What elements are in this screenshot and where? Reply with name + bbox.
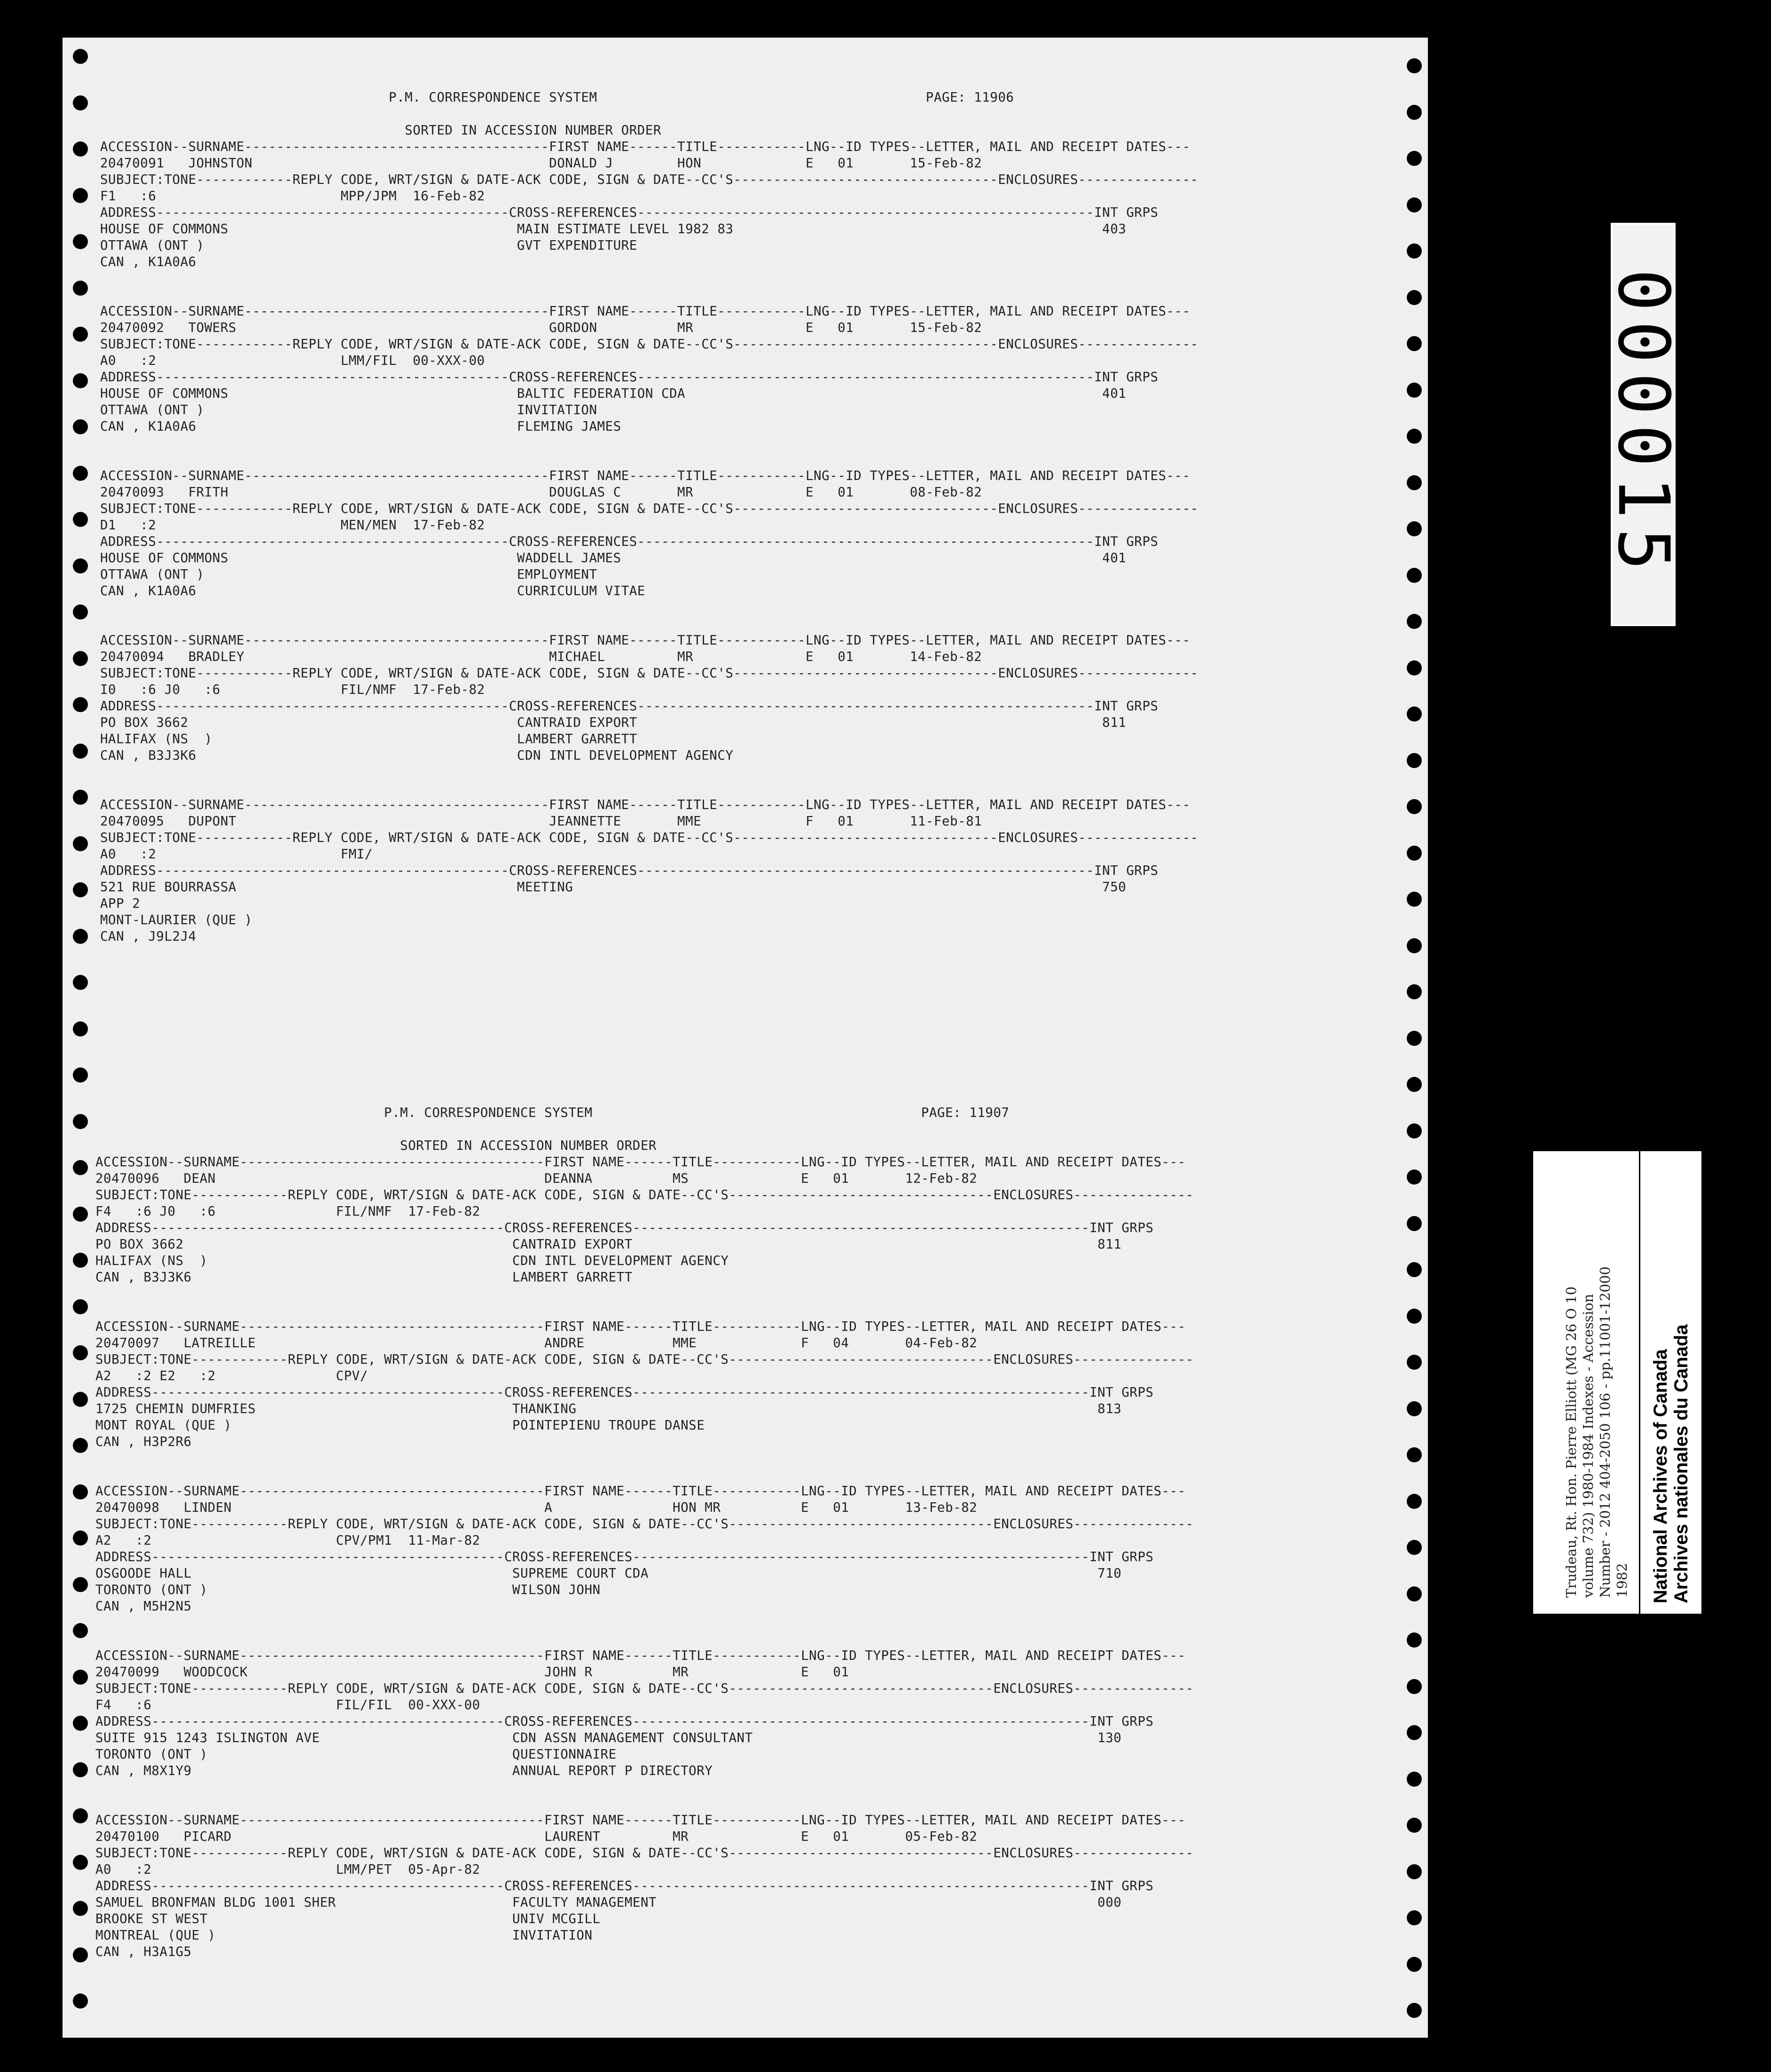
feed-hole	[73, 790, 88, 805]
printout-line: ADDRESS--------------------------------------------CROSS-REFERENCES---------------------------------------------------------INT GRPS	[100, 863, 1159, 878]
feed-hole	[1407, 105, 1422, 120]
feed-hole	[1407, 753, 1422, 768]
feed-hole	[73, 419, 88, 434]
printout-line: TORONTO (ONT ) WILSON JOHN	[95, 1582, 601, 1597]
feed-hole	[1407, 429, 1422, 444]
feed-hole	[73, 188, 88, 203]
printout-line: D1 :2 MEN/MEN 17-Feb-82	[100, 518, 485, 533]
printout-line	[100, 599, 1199, 616]
printout-line: A2 :2 CPV/PM1 11-Mar-82	[95, 1533, 480, 1548]
printout-line: SUBJECT:TONE------------REPLY CODE, WRT/SIGN & DATE-ACK CODE, SIGN & DATE--CC'S---------------------------------ENCLOSURES---------------	[95, 1681, 1194, 1696]
feed-hole	[73, 975, 88, 990]
printout-line	[95, 1450, 1194, 1467]
archive-label	[1533, 1151, 1700, 1614]
feed-hole	[73, 1670, 88, 1685]
printout-line: HOUSE OF COMMONS MAIN ESTIMATE LEVEL 1982 83 403	[100, 221, 1127, 236]
printout-line: ADDRESS--------------------------------------------CROSS-REFERENCES---------------------------------------------------------INT GRPS	[95, 1714, 1154, 1729]
printout-line: 20470099 WOODCOCK JOHN R MR E 01	[95, 1664, 849, 1680]
feed-hole	[73, 697, 88, 712]
feed-hole	[73, 1299, 88, 1314]
feed-hole	[1407, 1586, 1422, 1601]
printout-line: ADDRESS--------------------------------------------CROSS-REFERENCES---------------------------------------------------------INT GRPS	[95, 1549, 1154, 1564]
printout-page-11906	[100, 89, 1199, 945]
feed-hole	[1407, 660, 1422, 675]
feed-hole	[1407, 846, 1422, 861]
printout-line: ADDRESS--------------------------------------------CROSS-REFERENCES---------------------------------------------------------INT GRPS	[95, 1385, 1154, 1400]
printout-line: 20470096 DEAN DEANNA MS E 01 12-Feb-82	[95, 1171, 978, 1186]
printout-line	[100, 287, 1199, 303]
feed-hole	[1407, 984, 1422, 999]
printout-line: ADDRESS--------------------------------------------CROSS-REFERENCES---------------------------------------------------------INT GRPS	[100, 205, 1159, 220]
feed-hole	[1407, 1540, 1422, 1555]
feed-hole	[73, 1855, 88, 1870]
printout-line	[95, 1302, 1194, 1319]
feed-hole	[1407, 1957, 1422, 1972]
feed-hole	[1407, 1864, 1422, 1879]
printout-sheet	[63, 38, 1428, 2038]
printout-line: F4 :6 FIL/FIL 00-XXX-00	[95, 1697, 480, 1712]
printout-line: MONT ROYAL (QUE ) POINTEPIENU TROUPE DANSE	[95, 1418, 705, 1433]
printout-line	[95, 1615, 1194, 1631]
printout-line: 20470091 JOHNSTON DONALD J HON E 01 15-Feb-82	[100, 156, 982, 171]
feed-hole	[73, 49, 88, 64]
printout-line	[95, 1121, 1194, 1138]
feed-hole	[1407, 1447, 1422, 1462]
feed-hole	[73, 1808, 88, 1823]
printout-line	[95, 1467, 1194, 1483]
feed-hole	[1407, 1818, 1422, 1833]
printout-line: ACCESSION--SURNAME--------------------------------------FIRST NAME------TITLE-----------LNG--ID TYPES--LETTER, MAIL AND RECEIPT DATES---	[100, 633, 1191, 648]
printout-line	[95, 1796, 1194, 1812]
feed-hole	[73, 1994, 88, 2009]
printout-line: 20470095 DUPONT JEANNETTE MME F 01 11-Feb-81	[100, 814, 982, 829]
feed-hole	[1407, 568, 1422, 583]
feed-hole	[73, 1623, 88, 1638]
archive-brand-block	[1639, 1151, 1701, 1614]
printout-line: 20470093 FRITH DOUGLAS C MR E 01 08-Feb-82	[100, 485, 982, 500]
feed-hole	[1407, 1216, 1422, 1231]
frame-number: 000015	[1602, 269, 1684, 580]
feed-hole	[1407, 58, 1422, 73]
feed-hole	[73, 1901, 88, 1916]
printout-line: CAN , M5H2N5	[95, 1599, 192, 1614]
printout-line	[100, 106, 1199, 122]
feed-hole	[73, 95, 88, 110]
feed-hole	[73, 929, 88, 944]
feed-hole	[73, 141, 88, 157]
printout-line: 20470094 BRADLEY MICHAEL MR E 01 14-Feb-82	[100, 649, 982, 664]
printout-line: SUBJECT:TONE------------REPLY CODE, WRT/SIGN & DATE-ACK CODE, SIGN & DATE--CC'S---------------------------------ENCLOSURES---------------	[95, 1187, 1194, 1202]
feed-hole	[73, 1021, 88, 1036]
printout-line: CAN , B3J3K6 CDN INTL DEVELOPMENT AGENCY	[100, 748, 734, 763]
feed-hole	[73, 1530, 88, 1546]
printout-line	[95, 1286, 1194, 1302]
feed-hole	[73, 1114, 88, 1129]
feed-hole	[1407, 151, 1422, 166]
printout-line: F1 :6 MPP/JPM 16-Feb-82	[100, 188, 485, 204]
printout-line: OTTAWA (ONT ) GVT EXPENDITURE	[100, 238, 637, 253]
feed-hole	[73, 836, 88, 851]
printout-line: PO BOX 3662 CANTRAID EXPORT 811	[100, 715, 1127, 730]
feed-hole	[1407, 1355, 1422, 1370]
printout-line	[100, 616, 1199, 632]
printout-line: A2 :2 E2 :2 CPV/	[95, 1368, 368, 1383]
feed-hole	[73, 1067, 88, 1083]
printout-line: CAN , M8X1Y9 ANNUAL REPORT P DIRECTORY	[95, 1763, 713, 1778]
feed-hole	[1407, 290, 1422, 305]
printout-line: SUBJECT:TONE------------REPLY CODE, WRT/SIGN & DATE-ACK CODE, SIGN & DATE--CC'S---------------------------------ENCLOSURES---------------	[95, 1352, 1194, 1367]
feed-hole	[1407, 1910, 1422, 1925]
printout-line: ACCESSION--SURNAME--------------------------------------FIRST NAME------TITLE-----------LNG--ID TYPES--LETTER, MAIL AND RECEIPT DATES---	[95, 1813, 1186, 1828]
printout-line: ADDRESS--------------------------------------------CROSS-REFERENCES---------------------------------------------------------INT GRPS	[95, 1878, 1154, 1893]
feed-hole	[73, 373, 88, 388]
feed-hole	[73, 1160, 88, 1175]
feed-hole	[1407, 614, 1422, 629]
feed-hole	[1407, 243, 1422, 259]
feed-hole	[73, 1438, 88, 1453]
feed-hole	[73, 744, 88, 759]
feed-hole	[73, 1392, 88, 1407]
printout-line: OTTAWA (ONT ) EMPLOYMENT	[100, 567, 597, 582]
printout-line: A0 :2 LMM/PET 05-Apr-82	[95, 1862, 480, 1877]
printout-line: APP 2	[100, 896, 141, 911]
printout-line: 20470092 TOWERS GORDON MR E 01 15-Feb-82	[100, 320, 982, 335]
feed-hole	[1407, 1077, 1422, 1092]
printout-line: ACCESSION--SURNAME--------------------------------------FIRST NAME------TITLE-----------LNG--ID TYPES--LETTER, MAIL AND RECEIPT DATES---	[100, 139, 1191, 154]
printout-line: CAN , B3J3K6 LAMBERT GARRETT	[95, 1270, 633, 1285]
printout-line	[100, 764, 1199, 780]
printout-line: 521 RUE BOURRASSA MEETING 750	[100, 879, 1127, 895]
feed-hole	[73, 1716, 88, 1731]
printout-line: P.M. CORRESPONDENCE SYSTEM PAGE: 11906	[100, 90, 1014, 105]
printout-line: CAN , H3A1G5	[95, 1944, 192, 1959]
printout-line	[100, 451, 1199, 468]
feed-hole	[73, 882, 88, 897]
printout-line: ACCESSION--SURNAME--------------------------------------FIRST NAME------TITLE-----------LNG--ID TYPES--LETTER, MAIL AND RECEIPT DATES---	[95, 1483, 1186, 1499]
printout-line: MONTREAL (QUE ) INVITATION	[95, 1928, 593, 1943]
feed-hole	[73, 1762, 88, 1777]
printout-line	[95, 1631, 1194, 1648]
feed-hole	[73, 1253, 88, 1268]
printout-line: ADDRESS--------------------------------------------CROSS-REFERENCES---------------------------------------------------------INT GRPS	[100, 369, 1159, 385]
feed-hole	[73, 558, 88, 573]
printout-line: BROOKE ST WEST UNIV MCGILL	[95, 1911, 601, 1926]
feed-hole	[1407, 475, 1422, 490]
printout-line: ADDRESS--------------------------------------------CROSS-REFERENCES---------------------------------------------------------INT GRPS	[100, 534, 1159, 549]
printout-line: 20470098 LINDEN A HON MR E 01 13-Feb-82	[95, 1500, 978, 1515]
feed-hole	[73, 281, 88, 296]
printout-line: MONT-LAURIER (QUE )	[100, 912, 253, 927]
printout-line: P.M. CORRESPONDENCE SYSTEM PAGE: 11907	[95, 1105, 1010, 1120]
feed-hole	[1407, 1401, 1422, 1416]
printout-line: I0 :6 J0 :6 FIL/NMF 17-Feb-82	[100, 682, 485, 697]
printout-line: CAN , K1A0A6	[100, 254, 196, 269]
printout-line	[100, 780, 1199, 797]
printout-line: ACCESSION--SURNAME--------------------------------------FIRST NAME------TITLE-----------LNG--ID TYPES--LETTER, MAIL AND RECEIPT DATES---	[100, 797, 1191, 812]
printout-line: CAN , K1A0A6 FLEMING JAMES	[100, 419, 621, 434]
feed-hole	[1407, 1123, 1422, 1138]
printout-line: HOUSE OF COMMONS BALTIC FEDERATION CDA 401	[100, 386, 1127, 401]
feed-hole	[1407, 1262, 1422, 1277]
printout-line: SUBJECT:TONE------------REPLY CODE, WRT/SIGN & DATE-ACK CODE, SIGN & DATE--CC'S---------------------------------ENCLOSURES---------------	[100, 337, 1199, 352]
feed-hole	[73, 651, 88, 666]
printout-line: SUBJECT:TONE------------REPLY CODE, WRT/SIGN & DATE-ACK CODE, SIGN & DATE--CC'S---------------------------------ENCLOSURES---------------	[95, 1516, 1194, 1531]
feed-hole	[73, 327, 88, 342]
archive-description-block	[1543, 1170, 1651, 1602]
feed-hole	[1407, 1031, 1422, 1046]
printout-line: CAN , J9L2J4	[100, 929, 196, 944]
printout-line: ADDRESS--------------------------------------------CROSS-REFERENCES---------------------------------------------------------INT GRPS	[95, 1220, 1154, 1235]
printout-line: ACCESSION--SURNAME--------------------------------------FIRST NAME------TITLE-----------LNG--ID TYPES--LETTER, MAIL AND RECEIPT DATES---	[95, 1648, 1186, 1663]
printout-line: SORTED IN ACCESSION NUMBER ORDER	[100, 123, 661, 138]
printout-line: HOUSE OF COMMONS WADDELL JAMES 401	[100, 550, 1127, 565]
printout-line: F4 :6 J0 :6 FIL/NMF 17-Feb-82	[95, 1204, 480, 1219]
printout-line: SAMUEL BRONFMAN BLDG 1001 SHER FACULTY MANAGEMENT 000	[95, 1895, 1122, 1910]
feed-hole	[1407, 2003, 1422, 2018]
printout-line: TORONTO (ONT ) QUESTIONNAIRE	[95, 1747, 617, 1762]
printout-line	[100, 435, 1199, 451]
printout-line: ACCESSION--SURNAME--------------------------------------FIRST NAME------TITLE-----------LNG--ID TYPES--LETTER, MAIL AND RECEIPT DATES---	[95, 1319, 1186, 1334]
printout-line: SUBJECT:TONE------------REPLY CODE, WRT/SIGN & DATE-ACK CODE, SIGN & DATE--CC'S---------------------------------ENCLOSURES---------------	[100, 501, 1199, 516]
printout-line: HALIFAX (NS ) LAMBERT GARRETT	[100, 731, 637, 746]
feed-hole	[1407, 1169, 1422, 1185]
feed-hole	[1407, 197, 1422, 212]
printout-line	[100, 270, 1199, 287]
feed-hole	[1407, 1679, 1422, 1694]
feed-hole	[1407, 799, 1422, 814]
printout-line: CAN , H3P2R6	[95, 1434, 192, 1449]
printout-line: SUBJECT:TONE------------REPLY CODE, WRT/SIGN & DATE-ACK CODE, SIGN & DATE--CC'S---------------------------------ENCLOSURES---------------	[100, 830, 1199, 845]
printout-line: 1725 CHEMIN DUMFRIES THANKING 813	[95, 1401, 1122, 1416]
feed-hole	[73, 1577, 88, 1592]
archive-brand: National Archives of Canada Archives nationales du Canada	[1650, 1324, 1692, 1603]
printout-line: SUBJECT:TONE------------REPLY CODE, WRT/SIGN & DATE-ACK CODE, SIGN & DATE--CC'S---------------------------------ENCLOSURES---------------	[100, 666, 1199, 681]
feed-hole	[1407, 938, 1422, 953]
printout-line: SUBJECT:TONE------------REPLY CODE, WRT/SIGN & DATE-ACK CODE, SIGN & DATE--CC'S---------------------------------ENCLOSURES---------------	[100, 172, 1199, 187]
printout-line: ACCESSION--SURNAME--------------------------------------FIRST NAME------TITLE-----------LNG--ID TYPES--LETTER, MAIL AND RECEIPT DATES---	[100, 304, 1191, 319]
printout-line: 20470100 PICARD LAURENT MR E 01 05-Feb-82	[95, 1829, 978, 1844]
printout-line: ACCESSION--SURNAME--------------------------------------FIRST NAME------TITLE-----------LNG--ID TYPES--LETTER, MAIL AND RECEIPT DATES---	[100, 468, 1191, 483]
feed-hole	[73, 604, 88, 620]
feed-hole	[1407, 521, 1422, 536]
printout-line: SUBJECT:TONE------------REPLY CODE, WRT/SIGN & DATE-ACK CODE, SIGN & DATE--CC'S---------------------------------ENCLOSURES---------------	[95, 1845, 1194, 1860]
printout-line	[95, 1779, 1194, 1796]
feed-hole	[73, 234, 88, 249]
feed-hole	[1407, 706, 1422, 722]
printout-line: A0 :2 FMI/	[100, 847, 373, 862]
feed-hole	[73, 1484, 88, 1499]
printout-line: OTTAWA (ONT ) INVITATION	[100, 402, 597, 417]
feed-hole	[73, 1947, 88, 1962]
printout-line: A0 :2 LMM/FIL 00-XXX-00	[100, 353, 485, 368]
feed-hole	[1407, 383, 1422, 398]
printout-line: CAN , K1A0A6 CURRICULUM VITAE	[100, 583, 645, 598]
feed-hole	[1407, 892, 1422, 907]
printout-line: OSGOODE HALL SUPREME COURT CDA 710	[95, 1566, 1122, 1581]
feed-hole	[1407, 1309, 1422, 1324]
frame-number-stamp	[1602, 223, 1684, 626]
feed-hole	[1407, 336, 1422, 351]
printout-line: 20470097 LATREILLE ANDRE MME F 04 04-Feb-82	[95, 1335, 978, 1350]
printout-line: SUITE 915 1243 ISLINGTON AVE CDN ASSN MANAGEMENT CONSULTANT 130	[95, 1730, 1122, 1745]
feed-hole	[73, 1207, 88, 1222]
feed-hole	[73, 466, 88, 481]
printout-line: HALIFAX (NS ) CDN INTL DEVELOPMENT AGENCY	[95, 1253, 729, 1268]
printout-line: PO BOX 3662 CANTRAID EXPORT 811	[95, 1237, 1122, 1252]
feed-hole	[73, 1345, 88, 1360]
feed-hole	[1407, 1772, 1422, 1787]
printout-line: SORTED IN ACCESSION NUMBER ORDER	[95, 1138, 657, 1153]
printout-line: ACCESSION--SURNAME--------------------------------------FIRST NAME------TITLE-----------LNG--ID TYPES--LETTER, MAIL AND RECEIPT DATES---	[95, 1154, 1186, 1169]
printout-line: ADDRESS--------------------------------------------CROSS-REFERENCES---------------------------------------------------------INT GRPS	[100, 699, 1159, 714]
printout-page-11907	[95, 1105, 1194, 1960]
feed-hole	[73, 512, 88, 527]
feed-hole	[1407, 1725, 1422, 1740]
archive-description: Trudeau, Rt. Hon. Pierre Elliott (MG 26 O 10 volume 732) 1980-1984 Indexes - Accession Number - 2012 404-2050 106 - pp.11001-12000 1982	[1563, 1266, 1630, 1598]
feed-hole	[1407, 1632, 1422, 1648]
feed-hole	[1407, 1494, 1422, 1509]
